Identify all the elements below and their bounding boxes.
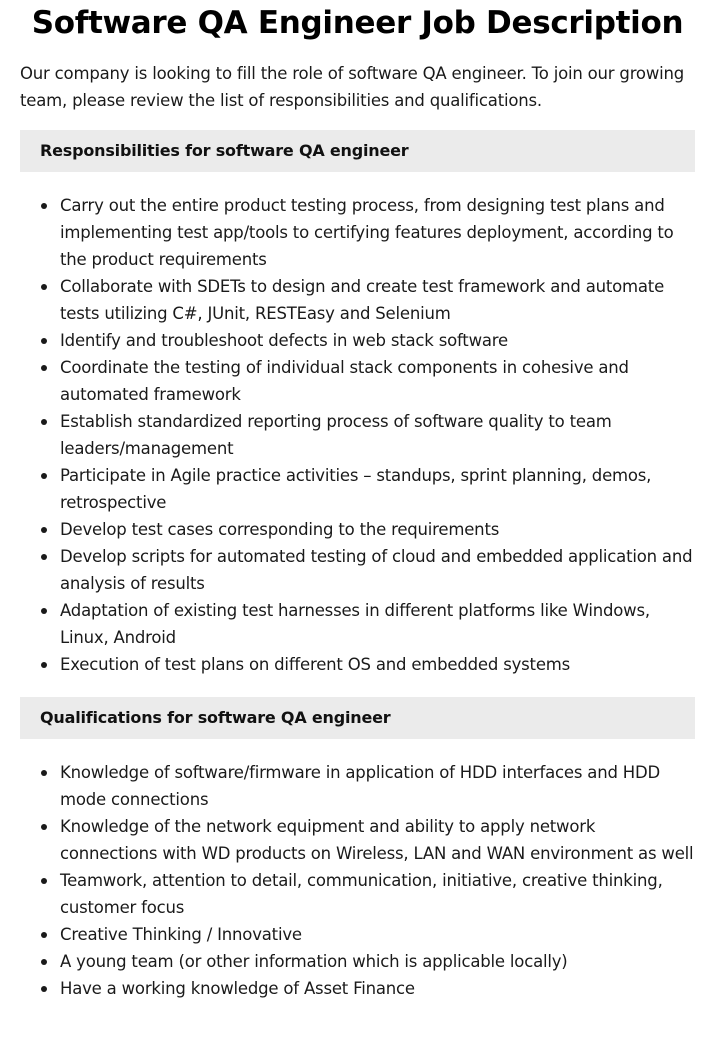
list-item	[20, 813, 695, 867]
list-item	[20, 759, 695, 813]
list-item	[20, 192, 695, 273]
list-item	[20, 516, 695, 543]
bullet-icon	[41, 554, 47, 560]
list-item-text: Knowledge of software/firmware in application of HDD interfaces and HDD mode connections	[60, 763, 660, 809]
bullet-icon	[41, 608, 47, 614]
intro-paragraph: Our company is looking to fill the role of software QA engineer. To join our growing team, please review the list of responsibilities and qualifications.	[20, 64, 685, 110]
bullet-icon	[41, 338, 47, 344]
list-item-text: Teamwork, attention to detail, communication, initiative, creative thinking, customer focus	[60, 871, 663, 917]
list-item-text: Execution of test plans on different OS and embedded systems	[60, 655, 571, 674]
list-item	[20, 867, 695, 921]
bullet-icon	[41, 824, 47, 830]
list-item-text: Knowledge of the network equipment and ability to apply network connections with WD products on Wireless, LAN and WAN environment as well	[60, 817, 694, 863]
bullet-icon	[41, 419, 47, 425]
responsibilities-list	[20, 192, 695, 678]
bullet-icon	[41, 986, 47, 992]
bullet-icon	[41, 932, 47, 938]
list-item-text: Have a working knowledge of Asset Finance	[60, 979, 415, 998]
bullet-icon	[41, 878, 47, 884]
list-item-text: Coordinate the testing of individual stack components in cohesive and automated framework	[60, 358, 629, 404]
qualifications-heading: Qualifications for software QA engineer	[20, 697, 695, 739]
list-item	[20, 651, 695, 678]
bullet-icon	[41, 284, 47, 290]
list-item-text: Develop test cases corresponding to the requirements	[60, 520, 500, 539]
list-item	[20, 354, 695, 408]
list-item	[20, 597, 695, 651]
bullet-icon	[41, 527, 47, 533]
bullet-icon	[41, 662, 47, 668]
list-item	[20, 327, 695, 354]
list-item-text: Creative Thinking / Innovative	[60, 925, 302, 944]
list-item-text: Develop scripts for automated testing of cloud and embedded application and analysis of results	[60, 547, 693, 593]
bullet-icon	[41, 203, 47, 209]
list-item-text: Adaptation of existing test harnesses in different platforms like Windows, Linux, Android	[60, 601, 650, 647]
list-item	[20, 408, 695, 462]
bullet-icon	[41, 770, 47, 776]
list-item-text: Collaborate with SDETs to design and create test framework and automate tests utilizing C#, JUnit, RESTEasy and Selenium	[60, 277, 665, 323]
responsibilities-heading: Responsibilities for software QA engineer	[20, 130, 695, 172]
list-item	[20, 975, 695, 1002]
page-title: Software QA Engineer Job Description	[31, 5, 684, 41]
list-item-text: A young team (or other information which is applicable locally)	[60, 952, 568, 971]
qualifications-list	[20, 759, 695, 1002]
list-item	[20, 543, 695, 597]
job-description-page	[20, 0, 695, 1002]
bullet-icon	[41, 365, 47, 371]
list-item	[20, 921, 695, 948]
list-item	[20, 948, 695, 975]
list-item	[20, 462, 695, 516]
list-item-text: Establish standardized reporting process of software quality to team leaders/management	[60, 412, 612, 458]
list-item-text: Carry out the entire product testing process, from designing test plans and implementing test app/tools to certifying features deployment, according to the product requirements	[60, 196, 674, 269]
list-item-text: Participate in Agile practice activities – standups, sprint planning, demos, retrospective	[60, 466, 652, 512]
bullet-icon	[41, 959, 47, 965]
bullet-icon	[41, 473, 47, 479]
list-item	[20, 273, 695, 327]
list-item-text: Identify and troubleshoot defects in web stack software	[60, 331, 508, 350]
